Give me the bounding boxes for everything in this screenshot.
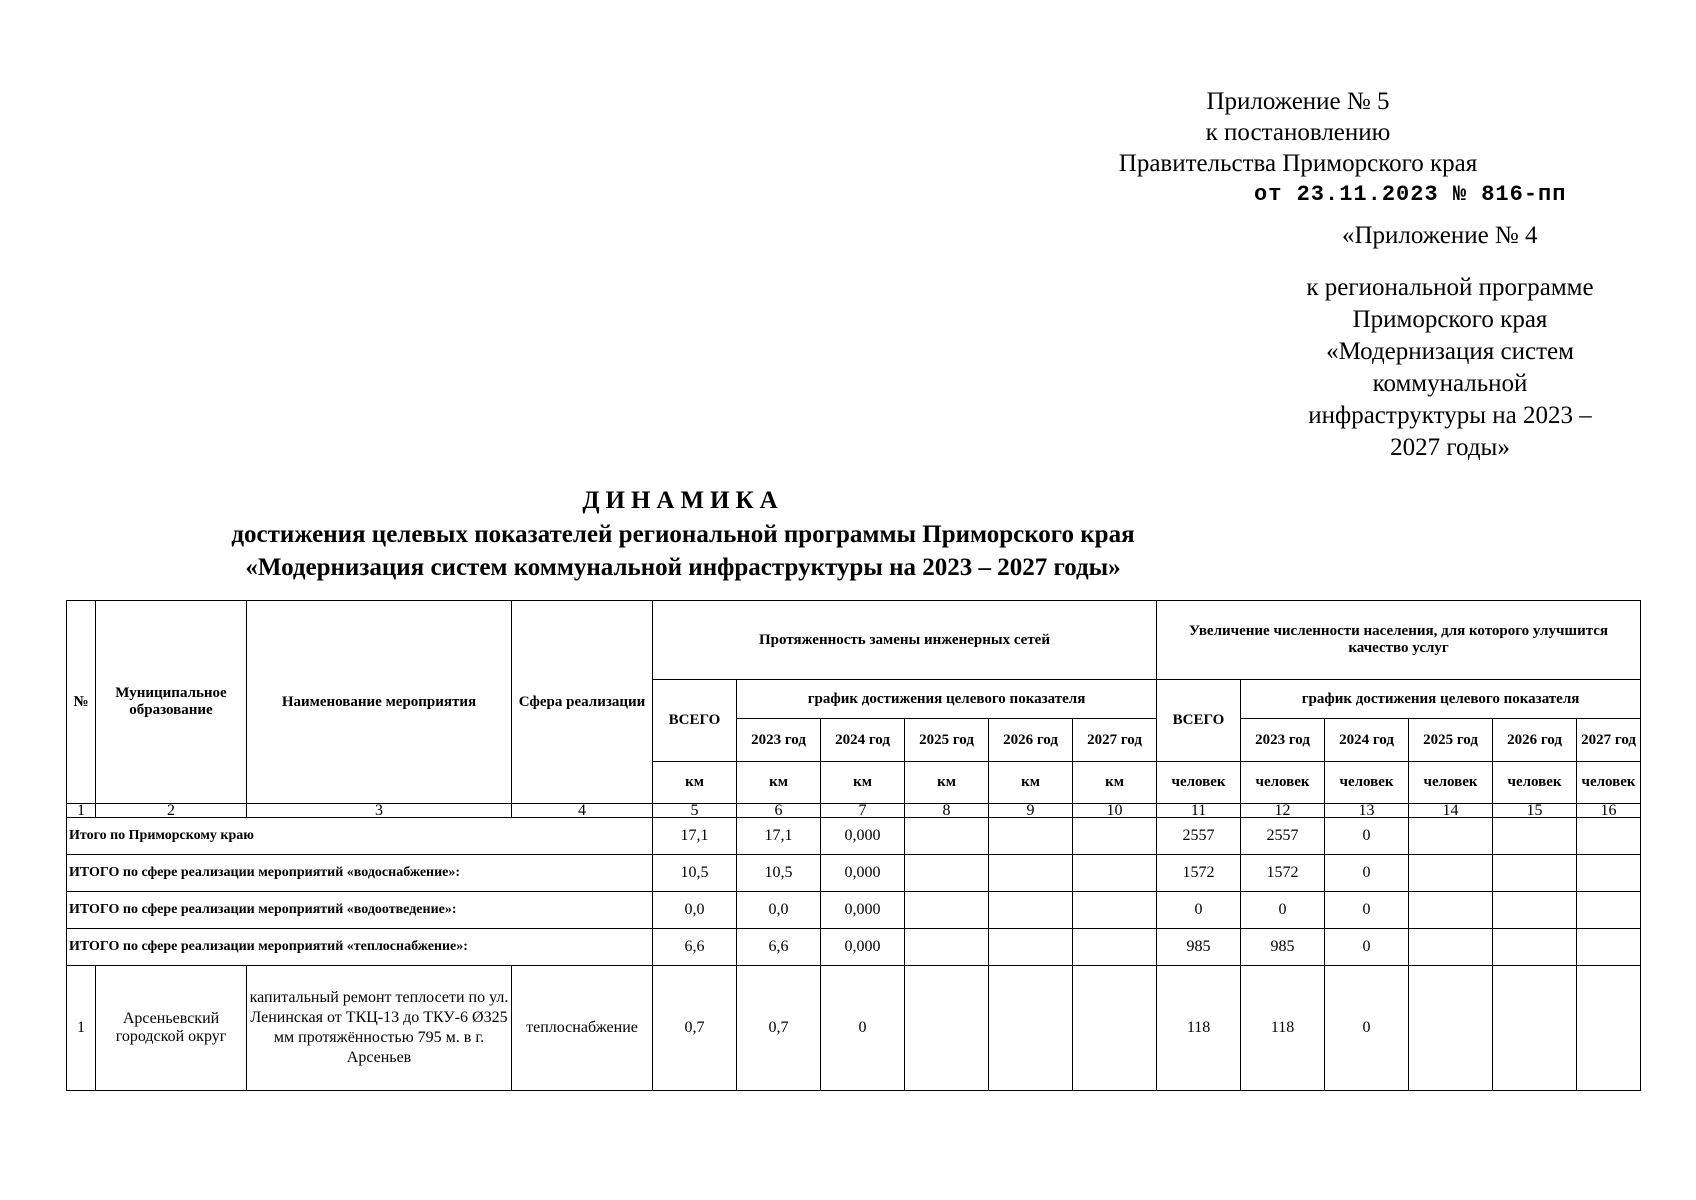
column-number: 5 [653, 804, 737, 818]
total-label: ИТОГО по сфере реализации мероприятий «водоснабжение»: [67, 855, 653, 892]
appendix-number: Приложение № 5 [1206, 88, 1390, 115]
total-value [1577, 855, 1641, 892]
row-sphere: теплоснабжение [512, 966, 653, 1091]
column-number: 3 [247, 804, 512, 818]
total-label: Итого по Приморскому краю [67, 818, 653, 855]
col-header-year: 2023 год [737, 719, 821, 762]
col-header-sphere: Сфера реализации [512, 601, 653, 804]
total-value: 6,6 [737, 929, 821, 966]
appendix-to-decree: к постановлению [1205, 119, 1391, 146]
total-label: ИТОГО по сфере реализации мероприятий «водоотведение»: [67, 892, 653, 929]
col-header-year: 2026 год [1493, 719, 1577, 762]
total-value [1493, 818, 1577, 855]
total-value: 0,0 [653, 892, 737, 929]
col-header-year: 2025 год [1409, 719, 1493, 762]
document-title: ДИНАМИКА [582, 487, 784, 514]
column-number-row [67, 804, 1641, 818]
total-value [905, 818, 989, 855]
col-header-population-schedule: график достижения целевого показателя [1241, 680, 1641, 719]
row-value: 0 [1325, 966, 1409, 1091]
unit-people: человек [1157, 762, 1241, 804]
total-value: 1572 [1157, 855, 1241, 892]
program-line: 2027 годы» [1390, 434, 1510, 461]
row-value [989, 966, 1073, 1091]
row-value: 0,7 [653, 966, 737, 1091]
col-header-year: 2026 год [989, 719, 1073, 762]
appendix-header [1088, 86, 1508, 179]
unit-people: человек [1577, 762, 1641, 804]
total-row [67, 929, 1641, 966]
col-header-num: № [67, 601, 96, 804]
col-header-year: 2027 год [1577, 719, 1641, 762]
total-value [1493, 855, 1577, 892]
program-line: инфраструктуры на 2023 – [1308, 402, 1592, 429]
total-value: 0,000 [821, 818, 905, 855]
total-value: 0 [1325, 892, 1409, 929]
unit-people: человек [1493, 762, 1577, 804]
row-value [1493, 966, 1577, 1091]
total-value [1409, 855, 1493, 892]
total-value: 0,0 [737, 892, 821, 929]
column-number: 14 [1409, 804, 1493, 818]
government-name: Правительства Приморского края [1118, 150, 1478, 177]
row-value: 118 [1241, 966, 1325, 1091]
col-header-population-total: ВСЕГО [1157, 680, 1241, 762]
total-value [989, 892, 1073, 929]
col-header-year: 2024 год [821, 719, 905, 762]
row-value [1409, 966, 1493, 1091]
row-event: капитальный ремонт теплосети по ул. Ленинская от ТКЦ-13 до ТКУ-6 Ø325 мм протяжённостью 795 м. в г. Арсеньев [247, 966, 512, 1091]
row-municipality: Арсеньевский городской округ [96, 966, 247, 1091]
row-value [905, 966, 989, 1091]
total-value [1073, 892, 1157, 929]
column-number: 11 [1157, 804, 1241, 818]
total-value: 0 [1157, 892, 1241, 929]
total-value [1073, 818, 1157, 855]
program-reference [1270, 272, 1630, 464]
total-value [989, 855, 1073, 892]
program-line: коммунальной [1372, 370, 1528, 397]
column-number: 1 [67, 804, 96, 818]
total-value: 6,6 [653, 929, 737, 966]
total-value: 0 [1325, 929, 1409, 966]
row-number: 1 [67, 966, 96, 1091]
col-header-length-schedule: график достижения целевого показателя [737, 680, 1157, 719]
total-value: 2557 [1157, 818, 1241, 855]
program-line: «Модернизация систем [1326, 338, 1574, 365]
row-value [1577, 966, 1641, 1091]
column-number: 8 [905, 804, 989, 818]
unit-people: человек [1241, 762, 1325, 804]
unit-km: км [989, 762, 1073, 804]
total-value [989, 818, 1073, 855]
decree-number: от 23.11.2023 № 816-пп [1254, 182, 1567, 207]
total-value: 2557 [1241, 818, 1325, 855]
col-header-event: Наименование мероприятия [247, 601, 512, 804]
row-value: 0,7 [737, 966, 821, 1091]
row-value: 118 [1157, 966, 1241, 1091]
program-line: Приморского края [1352, 306, 1548, 333]
program-line: к региональной программе [1306, 274, 1594, 301]
total-value [1073, 929, 1157, 966]
total-value [1577, 892, 1641, 929]
indicators-table [66, 600, 1641, 1091]
total-value: 0,000 [821, 892, 905, 929]
column-number: 6 [737, 804, 821, 818]
total-value: 0,000 [821, 855, 905, 892]
total-label: ИТОГО по сфере реализации мероприятий «теплоснабжение»: [67, 929, 653, 966]
col-group-length: Протяженность замены инженерных сетей [653, 601, 1157, 680]
unit-km: км [1073, 762, 1157, 804]
column-number: 9 [989, 804, 1073, 818]
table-row [67, 966, 1641, 1091]
total-value [1409, 818, 1493, 855]
total-value [1409, 892, 1493, 929]
total-row [67, 892, 1641, 929]
total-value [989, 929, 1073, 966]
total-value: 985 [1157, 929, 1241, 966]
total-row [67, 818, 1641, 855]
column-number: 15 [1493, 804, 1577, 818]
col-header-year: 2025 год [905, 719, 989, 762]
col-header-year: 2027 год [1073, 719, 1157, 762]
column-number: 4 [512, 804, 653, 818]
unit-km: км [737, 762, 821, 804]
document-subtitle-line1: достижения целевых показателей региональной программы Приморского края [231, 521, 1135, 548]
total-value [1577, 929, 1641, 966]
col-group-population: Увеличение численности населения, для которого улучшится качество услуг [1157, 601, 1641, 680]
unit-km: км [905, 762, 989, 804]
total-value: 985 [1241, 929, 1325, 966]
total-value: 0 [1325, 855, 1409, 892]
total-value: 0,000 [821, 929, 905, 966]
total-value [1577, 818, 1641, 855]
total-value [905, 929, 989, 966]
column-number: 10 [1073, 804, 1157, 818]
total-value [1073, 855, 1157, 892]
appendix-4-label: «Приложение № 4 [1342, 222, 1538, 249]
col-header-municipality: Муниципальное образование [96, 601, 247, 804]
column-number: 13 [1325, 804, 1409, 818]
total-value: 10,5 [737, 855, 821, 892]
row-value: 0 [821, 966, 905, 1091]
column-number: 16 [1577, 804, 1641, 818]
total-value [1493, 929, 1577, 966]
total-value [1409, 929, 1493, 966]
unit-km: км [821, 762, 905, 804]
document-subtitle-line2: «Модернизация систем коммунальной инфраструктуры на 2023 – 2027 годы» [245, 554, 1121, 581]
total-value: 0 [1241, 892, 1325, 929]
total-value [905, 892, 989, 929]
total-row [67, 855, 1641, 892]
unit-km: км [653, 762, 737, 804]
column-number: 12 [1241, 804, 1325, 818]
total-value [1493, 892, 1577, 929]
unit-people: человек [1325, 762, 1409, 804]
row-value [1073, 966, 1157, 1091]
total-value: 1572 [1241, 855, 1325, 892]
total-value [905, 855, 989, 892]
total-value: 10,5 [653, 855, 737, 892]
total-value: 17,1 [653, 818, 737, 855]
unit-people: человек [1409, 762, 1493, 804]
col-header-year: 2023 год [1241, 719, 1325, 762]
total-value: 17,1 [737, 818, 821, 855]
total-value: 0 [1325, 818, 1409, 855]
col-header-length-total: ВСЕГО [653, 680, 737, 762]
col-header-year: 2024 год [1325, 719, 1409, 762]
column-number: 7 [821, 804, 905, 818]
column-number: 2 [96, 804, 247, 818]
